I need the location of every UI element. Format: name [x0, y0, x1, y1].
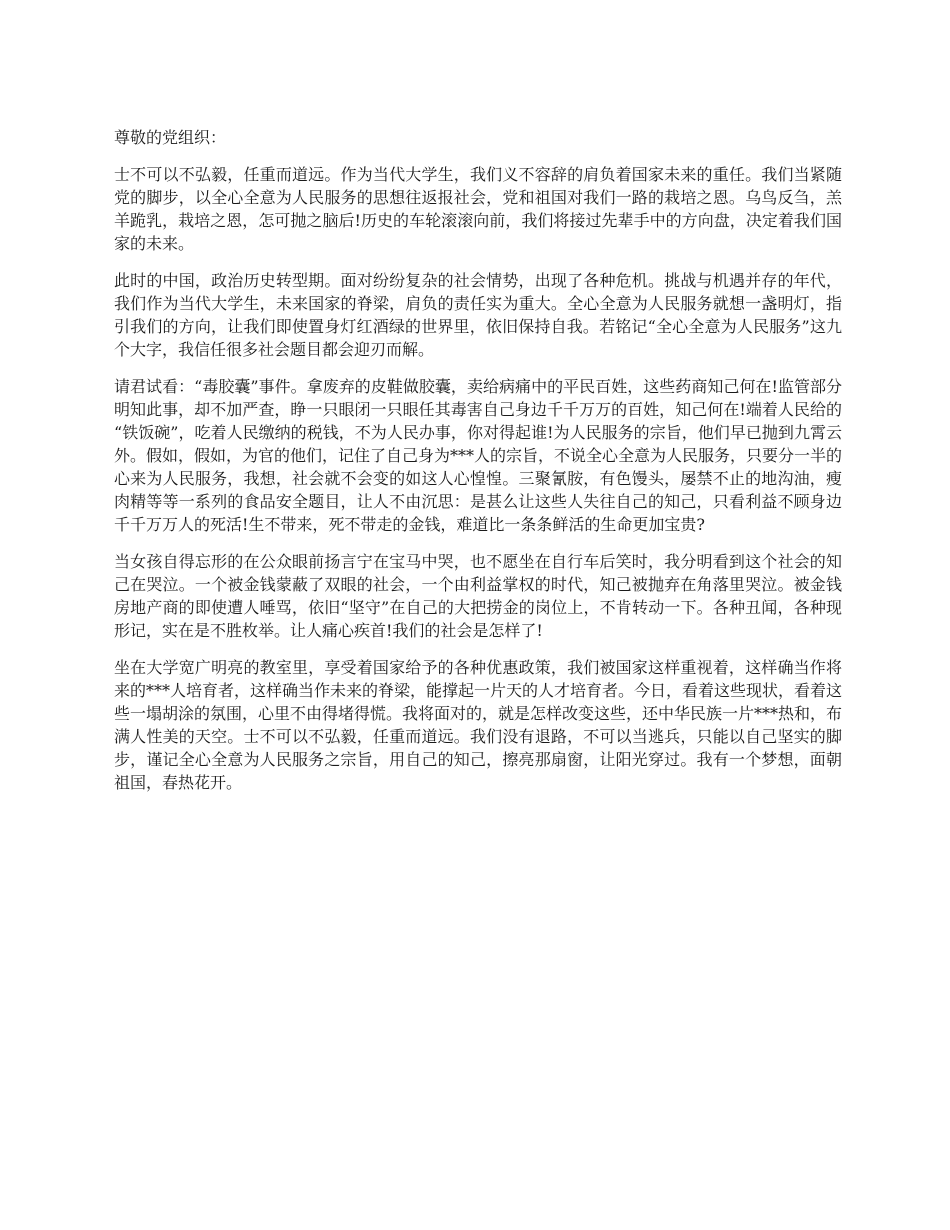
- paragraph-1: 士不可以不弘毅，任重而道远。作为当代大学生，我们义不容辞的肩负着国家未来的重任。我们当紧随党的脚步，以全心全意为人民服务的思想往返报社会，党和祖国对我们一路的栽培之恩。乌鸟反刍，羔羊跪乳，栽培之恩，怎可抛之脑后!历史的车轮滚滚向前，我们将接过先辈手中的方向盘，决定着我们国家的未来。: [114, 165, 842, 253]
- paragraph-5: 坐在大学宽广明亮的教室里，享受着国家给予的各种优惠政策，我们被国家这样重视着，这样确当作将来的***人培育者，这样确当作未来的脊梁，能撑起一片天的人才培育者。今日，看着这些现状，看着这些一塌胡涂的氛围，心里不由得堵得慌。我将面对的，就是怎样改变这些，还中华民族一片***热和，布满人性美的天空。士不可以不弘毅，任重而道远。我们没有退路，不可以当逃兵，只能以自己坚实的脚步，谨记全心全意为人民服务之宗旨，用自己的知己，擦亮那扇窗，让阳光穿过。我有一个梦想，面朝祖国，春热花开。: [114, 658, 843, 792]
- paragraph-2: 此时的中国，政治历史转型期。面对纷纷复杂的社会情势，出现了各种危机。挑战与机遇并存的年代，我们作为当代大学生，未来国家的脊梁，肩负的责任实为重大。全心全意为人民服务就想一盏明灯，指引我们的方向，让我们即使置身灯红酒绿的世界里，依旧保持自我。若铭记“全心全意为人民服务”这九个大字，我信任很多社会题目都会迎刃而解。: [114, 271, 842, 359]
- paragraph-4: 当女孩自得忘形的在公众眼前扬言宁在宝马中哭，也不愿坐在自行车后笑时，我分明看到这个社会的知己在哭泣。一个被金钱蒙蔽了双眼的社会，一个由利益掌权的时代，知己被抛弃在角落里哭泣。被金钱房地产商的即使遭人唾骂，依旧“坚守”在自己的大把捞金的岗位上，不肯转动一下。各种丑闻，各种现形记，实在是不胜枚举。让人痛心疾首!我们的社会是怎样了!: [114, 552, 842, 640]
- document-body: [114, 126, 842, 808]
- paragraph-3: 请君试看：“毒胶囊”事件。拿废弃的皮鞋做胶囊，卖给病痛中的平民百姓，这些药商知己何在!监管部分明知此事，却不加严查，睁一只眼闭一只眼任其毒害自己身边千千万万的百姓，知己何在!端着人民给的“铁饭碗”，吃着人民缴纳的税钱，不为人民办事，你对得起谁!为人民服务的宗旨，他们早已抛到九霄云外。假如，假如，为官的他们，记住了自己身为***人的宗旨，不说全心全意为人民服务，只要分一半的心来为人民服务，我想，社会就不会变的如这人心惶惶。三聚氰胺，有色馒头，屡禁不止的地沟油，瘦肉精等等一系列的食品安全题目，让人不由沉思：是甚么让这些人失往自己的知己，只看利益不顾身边千千万万人的死活!生不带来，死不带走的金钱，难道比一条条鲜活的生命更加宝贵?: [114, 377, 843, 534]
- salutation: 尊敬的党组织：: [114, 128, 227, 147]
